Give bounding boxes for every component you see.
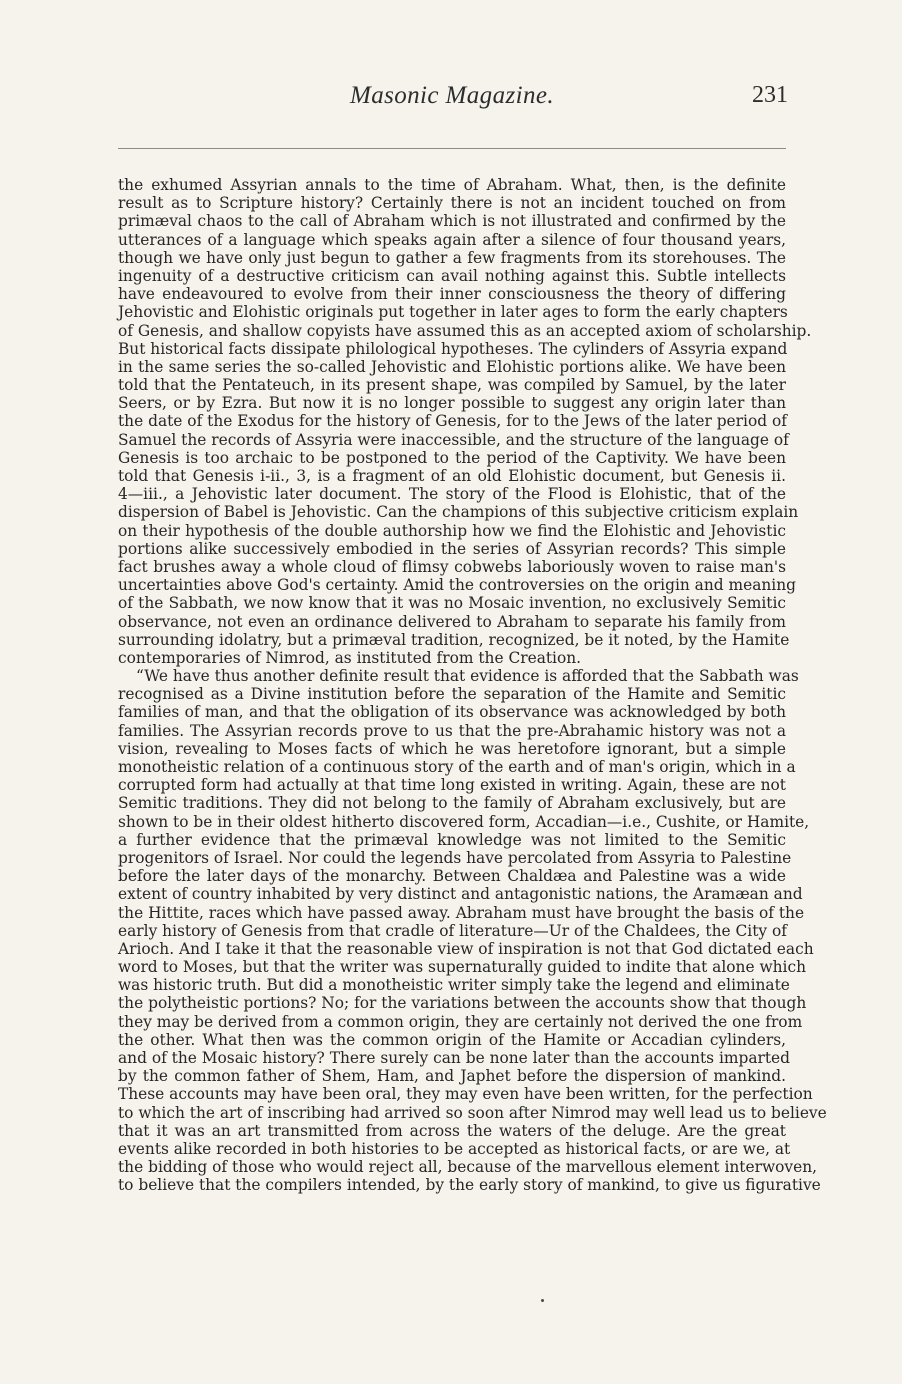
text-line: primæval chaos to the call of Abraham which is not illustrated and confirmed by the: [118, 212, 786, 231]
text-line: of the Sabbath, we now know that it was no Mosaic invention, no exclusively Semitic: [118, 594, 786, 613]
text-line: of Genesis, and shallow copyists have assumed this as an accepted axiom of scholarship.: [118, 321, 812, 340]
text-line: they may be derived from a common origin, they are certainly not derived the one from: [118, 1012, 803, 1031]
text-line: ingenuity of a destructive criticism can avail nothing against this. Subtle intellects: [118, 266, 786, 285]
text-line: vision, revealing to Moses facts of which he was heretofore ignorant, but a simple: [118, 739, 786, 758]
text-line: by the common father of Shem, Ham, and Japhet before the dispersion of mankind.: [118, 1067, 786, 1086]
text-line: the other. What then was the common origin of the Hamite or Accadian cylinders,: [118, 1030, 786, 1049]
text-line: early history of Genesis from that cradle of literature—Ur of the Chaldees, the City of: [118, 921, 787, 940]
text-line: shown to be in their oldest hitherto discovered form, Accadian—i.e., Cushite, or Hamite,: [118, 812, 810, 831]
text-line: uncertainties above God's certainty. Amid the controversies on the origin and meaning: [118, 576, 796, 595]
text-line: These accounts may have been oral, they may even have been written, for the perfection: [118, 1085, 813, 1104]
text-line: the Hittite, races which have passed away. Abraham must have brought the basis of the: [118, 903, 805, 922]
text-line: on their hypothesis of the double authorship how we find the Elohistic and Jehovistic: [118, 521, 786, 540]
article-text: [118, 176, 827, 1195]
text-line: Arioch. And I take it that the reasonable view of inspiration is not that God dictated each: [118, 939, 814, 958]
text-line: contemporaries of Nimrod, as instituted from the Creation.: [118, 648, 582, 667]
text-line: and of the Mosaic history? There surely can be none later than the accounts imparted: [118, 1049, 791, 1067]
text-line: to believe that the compilers intended, by the early story of mankind, to give us figurative: [118, 1176, 821, 1195]
text-line: utterances of a language which speaks again after a silence of four thousand years,: [118, 230, 786, 249]
text-line: families. The Assyrian records prove to us that the pre-Abrahamic history was not a: [118, 721, 786, 740]
text-line: corrupted form had actually at that time long existed in writing. Again, these are not: [118, 776, 786, 795]
text-line: families of man, and that the obligation of its observance was acknowledged by both: [118, 703, 786, 722]
text-line: was historic truth. But did a monotheistic writer simply take the legend and eliminate: [118, 976, 790, 995]
text-line: dispersion of Babel is Jehovistic. Can the champions of this subjective criticism explain: [118, 503, 799, 522]
text-line: Genesis is too archaic to be postponed to the period of the Captivity. We have been: [118, 448, 786, 467]
text-line: have endeavoured to evolve from their inner consciousness the theory of differing: [118, 285, 786, 304]
text-line: fact brushes away a whole cloud of flimsy cobwebs laboriously woven to raise man's: [118, 557, 786, 576]
page-number: 231: [752, 82, 788, 108]
text-line: a further evidence that the primæval knowledge was not limited to the Semitic: [118, 830, 786, 849]
text-line: recognised as a Divine institution before the separation of the Hamite and Semitic: [118, 685, 786, 704]
text-line: the bidding of those who would reject all, because of the marvellous element interwoven,: [118, 1158, 818, 1177]
text-line: in the same series the so-called Jehovistic and Elohistic portions alike. We have been: [118, 357, 786, 376]
text-line: Semitic traditions. They did not belong to the family of Abraham exclusively, but are: [118, 794, 786, 813]
text-line: to which the art of inscribing had arrived so soon after Nimrod may well lead us to believe: [118, 1103, 827, 1122]
header-divider: [118, 148, 786, 149]
text-line: Jehovistic and Elohistic originals put together in later ages to form the early chapters: [118, 303, 788, 322]
text-line: that it was an art transmitted from across the waters of the deluge. Are the great: [118, 1121, 786, 1140]
page-header: [118, 82, 786, 122]
text-line: before the later days of the monarchy. Between Chaldæa and Palestine was a wide: [118, 867, 786, 886]
text-line: the date of the Exodus for the history of Genesis, for to the Jews of the later period of: [118, 412, 787, 431]
text-line: though we have only just begun to gather a few fragments from its storehouses. The: [118, 248, 786, 267]
text-line: result as to Scripture history? Certainly there is not an incident touched on from: [118, 194, 786, 213]
text-line: word to Moses, but that the writer was supernaturally guided to indite that alone which: [118, 958, 806, 977]
text-line: progenitors of Israel. Nor could the legends have percolated from Assyria to Palestine: [118, 848, 792, 867]
text-line: surrounding idolatry, but a primæval tradition, recognized, be it noted, by the Hamite: [118, 630, 790, 649]
text-line: the exhumed Assyrian annals to the time of Abraham. What, then, is the definite: [118, 176, 786, 194]
text-line: told that the Pentateuch, in its present shape, was compiled by Samuel, by the later: [118, 376, 786, 395]
printer-mark: [541, 1299, 544, 1302]
text-line: monotheistic relation of a continuous story of the earth and of man's origin, which in a: [118, 758, 796, 776]
magazine-title: Masonic Magazine.: [350, 82, 554, 109]
text-line: the polytheistic portions? No; for the variations between the accounts show that though: [118, 994, 807, 1013]
text-line: extent of country inhabited by very distinct and antagonistic nations, the Aramæan and: [118, 885, 803, 904]
text-line: events alike recorded in both histories to be accepted as historical facts, or are we, at: [118, 1139, 791, 1158]
text-line: Seers, or by Ezra. But now it is no longer possible to suggest any origin later than: [118, 394, 786, 413]
text-line: But historical facts dissipate philological hypotheses. The cylinders of Assyria expand: [118, 339, 788, 358]
text-line: portions alike successively embodied in the series of Assyrian records? This simple: [118, 539, 786, 558]
text-line: Samuel the records of Assyria were inaccessible, and the structure of the language of: [118, 430, 789, 449]
text-line: observance, not even an ordinance delivered to Abraham to separate his family from: [118, 612, 786, 631]
text-line: told that Genesis i-ii., 3, is a fragment of an old Elohistic document, but Genesis ii.: [118, 467, 786, 485]
text-line: 4—iii., a Jehovistic later document. The story of the Flood is Elohistic, that of the: [118, 485, 786, 504]
text-line: “We have thus another definite result that evidence is afforded that the Sabbath was: [136, 667, 799, 686]
